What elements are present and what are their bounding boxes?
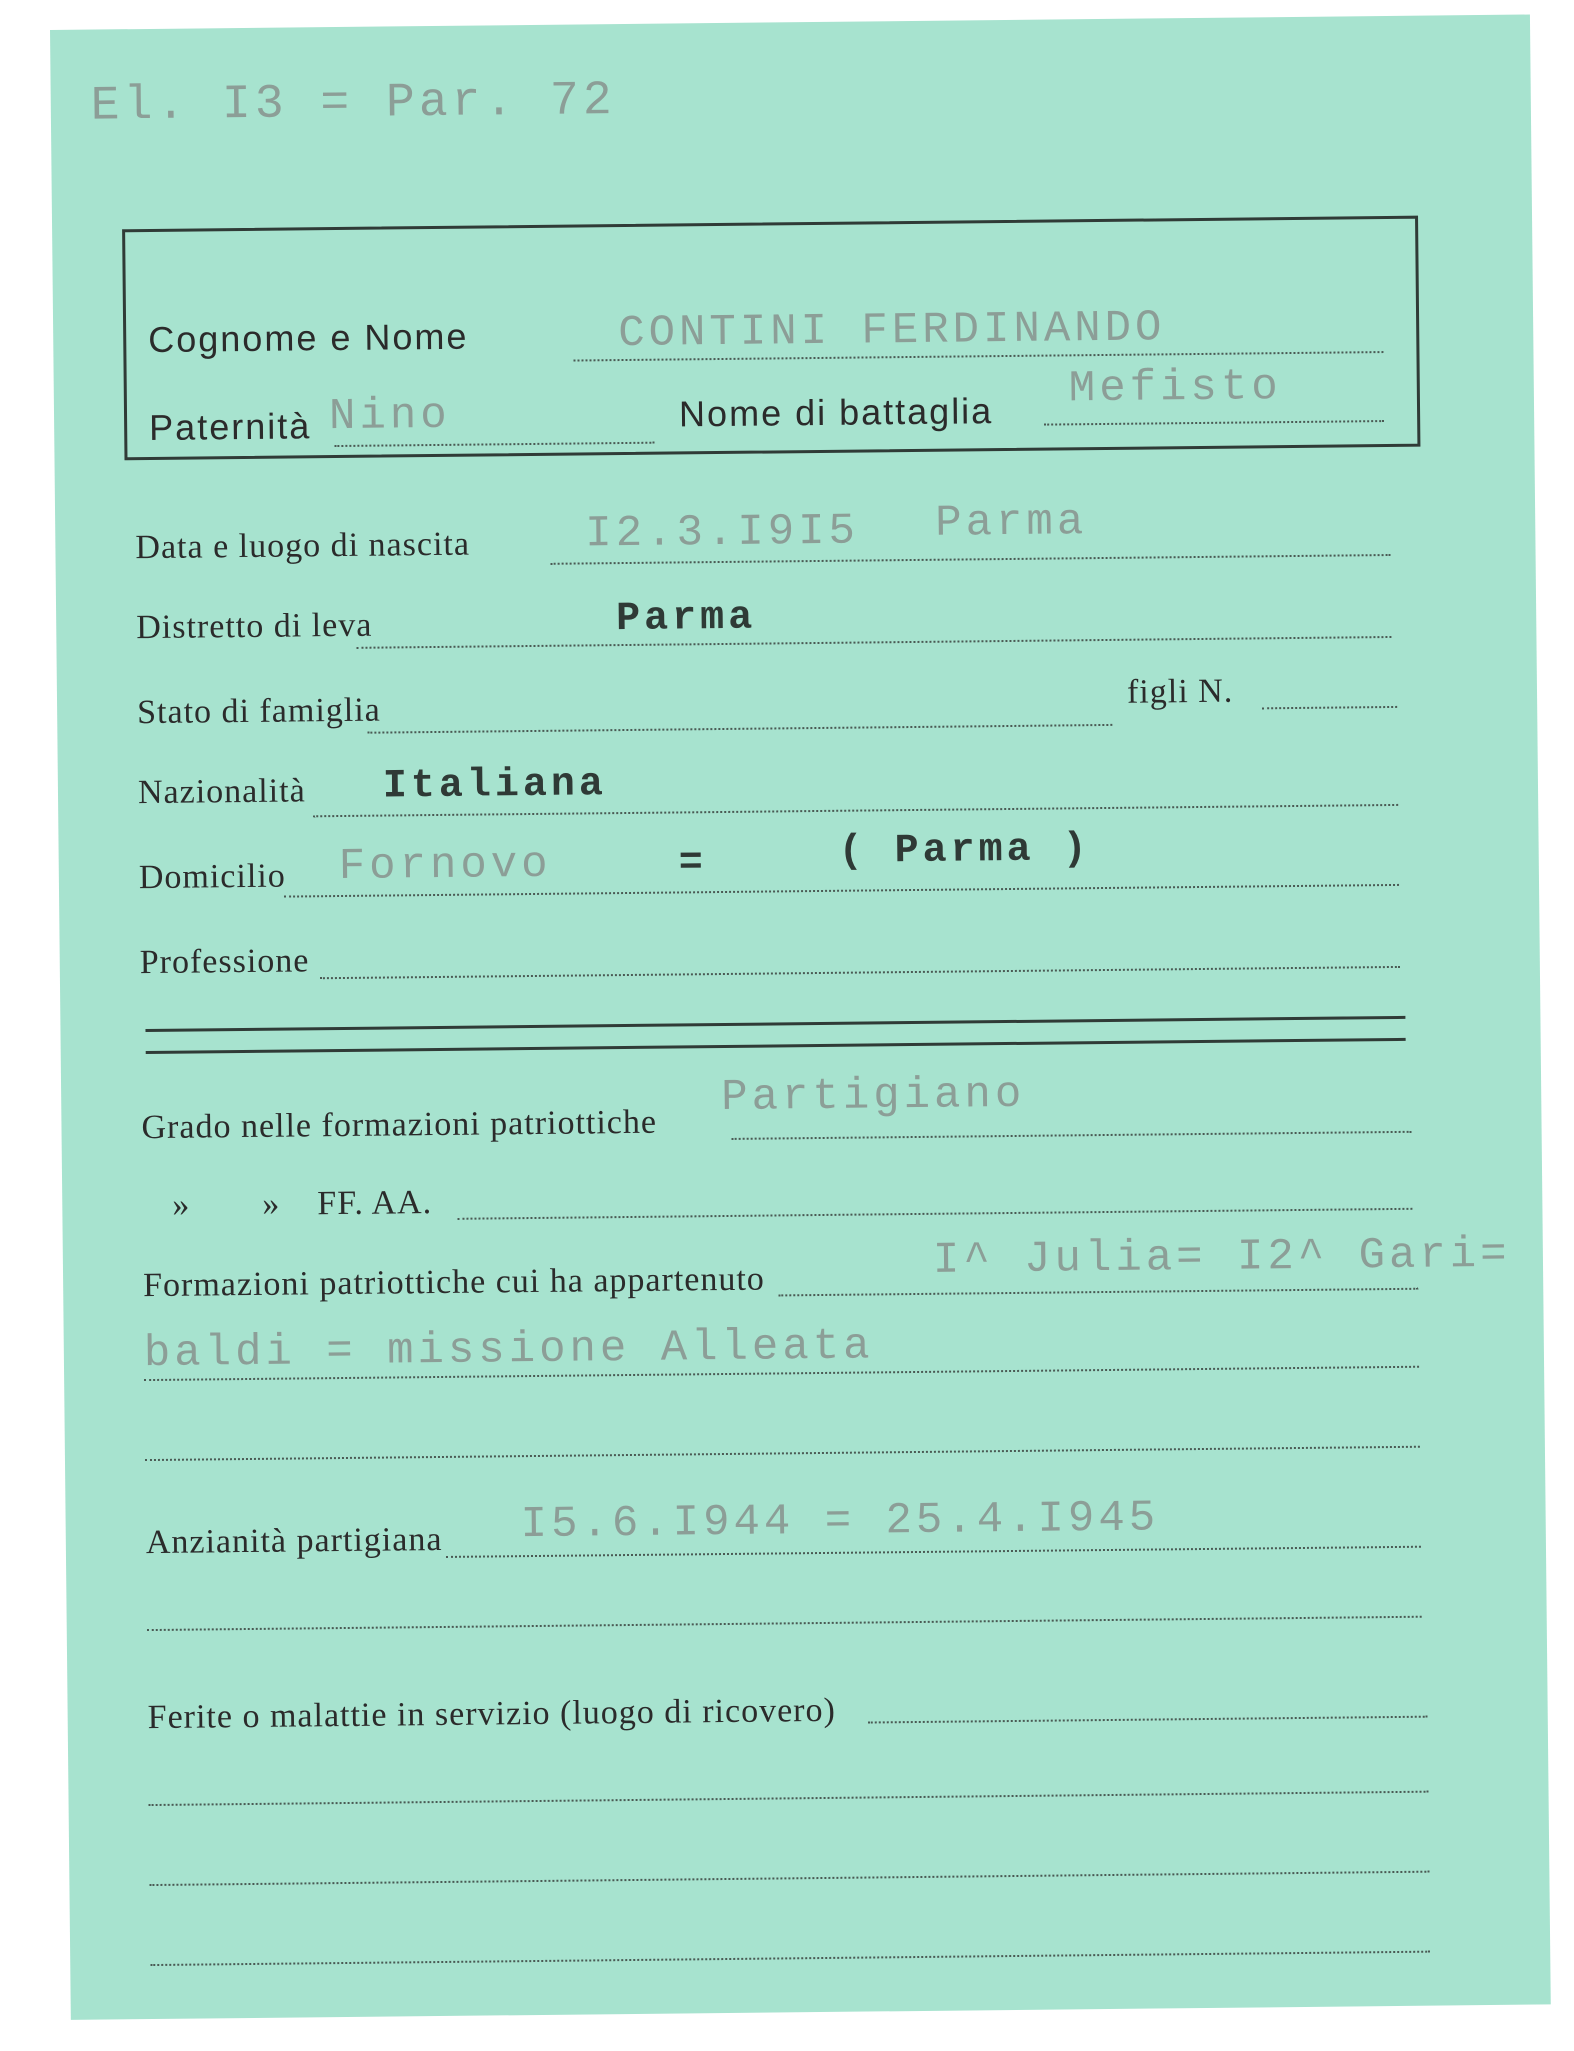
formations-label: Formazioni patriottiche cui ha appartenuto	[142, 1260, 766, 1305]
section-divider-lower	[146, 1038, 1406, 1054]
domicile-town: Fornovo	[338, 839, 552, 893]
domicile-province: ( Parma )	[838, 827, 1091, 875]
wounds-line-3	[149, 1871, 1429, 1886]
wounds-line-2	[149, 1791, 1429, 1806]
battle-name-label: Nome di battaglia	[678, 390, 994, 435]
seniority-line-2	[147, 1616, 1422, 1631]
district-line	[356, 636, 1391, 649]
birth-place: Parma	[934, 497, 1088, 549]
paternity-label: Paternità	[148, 405, 312, 448]
card-reference: El. I3 = Par. 72	[90, 74, 616, 134]
surname-name-label: Cognome e Nome	[148, 315, 469, 360]
seniority-value: I5.6.I944 = 25.4.I945	[520, 1493, 1160, 1551]
nationality-value: Italiana	[382, 762, 608, 810]
paternity-value: Nino	[328, 390, 451, 443]
family-label: Stato di famiglia	[136, 691, 381, 732]
nationality-label: Nazionalità	[137, 772, 306, 812]
profession-label: Professione	[139, 942, 310, 982]
ffaa-quote-1: »	[172, 1186, 191, 1224]
family-line	[367, 724, 1112, 734]
children-line	[1262, 706, 1397, 709]
wounds-label: Ferite o malattie in servizio (luogo di ricovero)	[147, 1691, 837, 1737]
domicile-separator: =	[678, 841, 708, 887]
rank-label: Grado nelle formazioni patriottiche	[141, 1103, 658, 1147]
rank-line	[732, 1131, 1412, 1140]
formations-value-line1: I^ Julia= I2^ Gari=	[932, 1229, 1511, 1286]
section-divider-upper	[145, 1016, 1405, 1032]
ffaa-line	[457, 1208, 1412, 1220]
formations-line-3	[145, 1446, 1420, 1461]
children-label: figli N.	[1126, 672, 1234, 711]
formations-line	[778, 1288, 1418, 1297]
wounds-line	[868, 1716, 1428, 1724]
formations-value-line2: baldi = missione Alleata	[143, 1321, 874, 1380]
battle-name-value: Mefisto	[1068, 362, 1282, 415]
rank-value: Partigiano	[720, 1069, 1026, 1124]
wounds-line-4	[150, 1951, 1430, 1966]
district-label: Distretto di leva	[136, 606, 373, 647]
profession-line	[320, 966, 1400, 979]
surname-name-value: CONTINI FERDINANDO	[617, 303, 1166, 360]
ffaa-quote-2: »	[262, 1185, 281, 1223]
birth-label: Data e luogo di nascita	[135, 525, 471, 567]
ffaa-label: FF. AA.	[317, 1184, 433, 1223]
birth-date: I2.3.I9I5	[585, 506, 860, 560]
seniority-label: Anzianità partigiana	[145, 1520, 443, 1562]
record-card	[50, 15, 1551, 2020]
domicile-label: Domicilio	[138, 857, 286, 897]
district-value: Parma	[615, 595, 757, 643]
